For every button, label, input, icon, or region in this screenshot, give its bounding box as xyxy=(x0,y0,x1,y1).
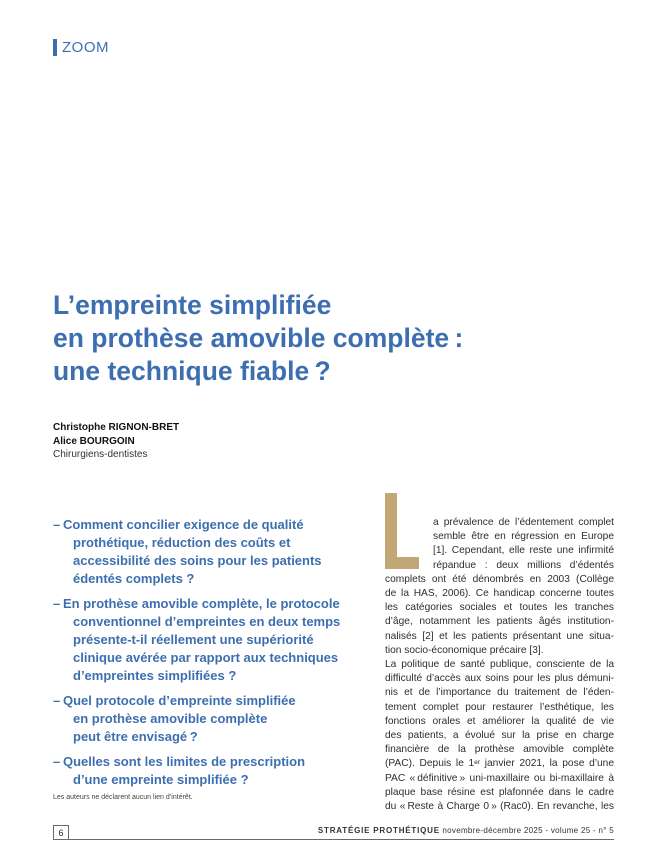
body-line: les catégories sociales et toutes les tranches xyxy=(385,602,614,614)
page-number: 6 xyxy=(53,825,69,840)
body-line: complets ont été dénombrés en 2003 (Collège xyxy=(385,573,614,585)
question-line: En prothèse amovible complète, le protocole xyxy=(63,596,340,611)
body-line: de la HAS, 2006). Ce handicap concerne toutes xyxy=(385,588,614,600)
body-line: financière de la prothèse amovible complète xyxy=(385,744,614,756)
body-line: plaque base résine est plafonnée dans le cadre xyxy=(385,786,614,798)
author-role: Chirurgiens-dentistes xyxy=(53,449,148,460)
body-line: d’âge, notamment les patients âgés institution- xyxy=(385,616,614,628)
body-line: des patients, a évolué sur la prise en charge xyxy=(385,730,614,742)
question-line: en prothèse amovible complète xyxy=(73,711,268,726)
key-questions-list xyxy=(53,516,343,796)
body-line: [1]. Cependant, elle reste une infirmité xyxy=(433,545,614,557)
title-line-3: une technique fiable ? xyxy=(53,356,331,386)
body-line: semble être en régression en Europe xyxy=(433,531,614,543)
question-line: peut être envisagé ? xyxy=(73,729,198,744)
question-item xyxy=(53,516,343,588)
body-fragment: (PAC). Depuis le 1 xyxy=(385,758,475,770)
question-line: d’empreintes simplifiées ? xyxy=(73,668,237,683)
body-line: répandue : deux millions d’édentés xyxy=(433,559,614,571)
body-line xyxy=(385,757,614,771)
author-name: Alice BOURGOIN xyxy=(53,435,135,447)
question-line: prothétique, réduction des coûts et xyxy=(73,535,291,550)
body-line: fonctions orales et améliorer la qualité de vie xyxy=(385,715,614,727)
journal-issue: novembre-décembre 2025 - volume 25 - n° 5 xyxy=(442,826,614,835)
question-line: accessibilité des soins pour les patients xyxy=(73,553,322,568)
question-item xyxy=(53,595,343,685)
ordinal-superscript: er xyxy=(474,759,481,767)
section-tag-label: ZOOM xyxy=(62,38,109,56)
question-item xyxy=(53,692,343,746)
body-line: PAC « définitive » uni-maxillaire ou bi-maxillaire à xyxy=(385,772,614,784)
title-line-1: L’empreinte simplifiée xyxy=(53,290,332,320)
body-line: La politique de santé publique, consciente de la xyxy=(385,659,614,671)
question-line: édentés complets ? xyxy=(73,571,195,586)
body-line: tement complet pour restaurer l’esthétique, les xyxy=(385,701,614,713)
question-dash: – xyxy=(53,754,61,769)
article-title xyxy=(53,289,463,388)
question-line: clinique avérée par rapport aux techniques xyxy=(73,650,339,665)
question-line: d’une empreinte simplifiée ? xyxy=(73,772,249,787)
question-line: Quelles sont les limites de prescription xyxy=(63,754,306,769)
question-line: Comment concilier exigence de qualité xyxy=(63,517,304,532)
author-name: Christophe RIGNON-BRET xyxy=(53,422,180,433)
body-line: nis et de l’importance du traitement de l’éden- xyxy=(385,687,614,699)
question-line: présente-t-il réellement une supériorité xyxy=(73,632,314,647)
body-line: nalisés [2] et les patients présentant une situa- xyxy=(385,630,614,642)
question-line: Quel protocole d’empreinte simplifiée xyxy=(63,693,296,708)
question-item xyxy=(53,753,343,789)
body-line: tion socio-économique précaire [3]. xyxy=(385,644,544,656)
footer-rule xyxy=(53,839,614,840)
body-fragment: janvier 2021, la pose d’une xyxy=(480,758,614,770)
section-tag xyxy=(53,38,109,56)
question-dash: – xyxy=(53,596,61,611)
question-dash: – xyxy=(53,517,61,532)
section-tag-bar xyxy=(53,39,57,56)
body-line: du « Reste à Charge 0 » (Rac0). En revanche, les xyxy=(385,801,614,813)
journal-reference xyxy=(318,826,614,835)
author-block xyxy=(53,421,179,462)
conflict-disclaimer: Les auteurs ne déclarent aucun lien d’intérêt. xyxy=(53,794,193,801)
body-text-column xyxy=(385,516,614,814)
question-line: conventionnel d’empreintes en deux temps xyxy=(73,614,341,629)
body-line: difficulté d’accès aux soins pour les plus démuni- xyxy=(385,673,614,685)
title-line-2: en prothèse amovible complète : xyxy=(53,323,464,353)
journal-name: STRATÉGIE PROTHÉTIQUE xyxy=(317,826,440,835)
body-line: a prévalence de l’édentement complet xyxy=(433,517,614,528)
question-dash: – xyxy=(53,693,61,708)
